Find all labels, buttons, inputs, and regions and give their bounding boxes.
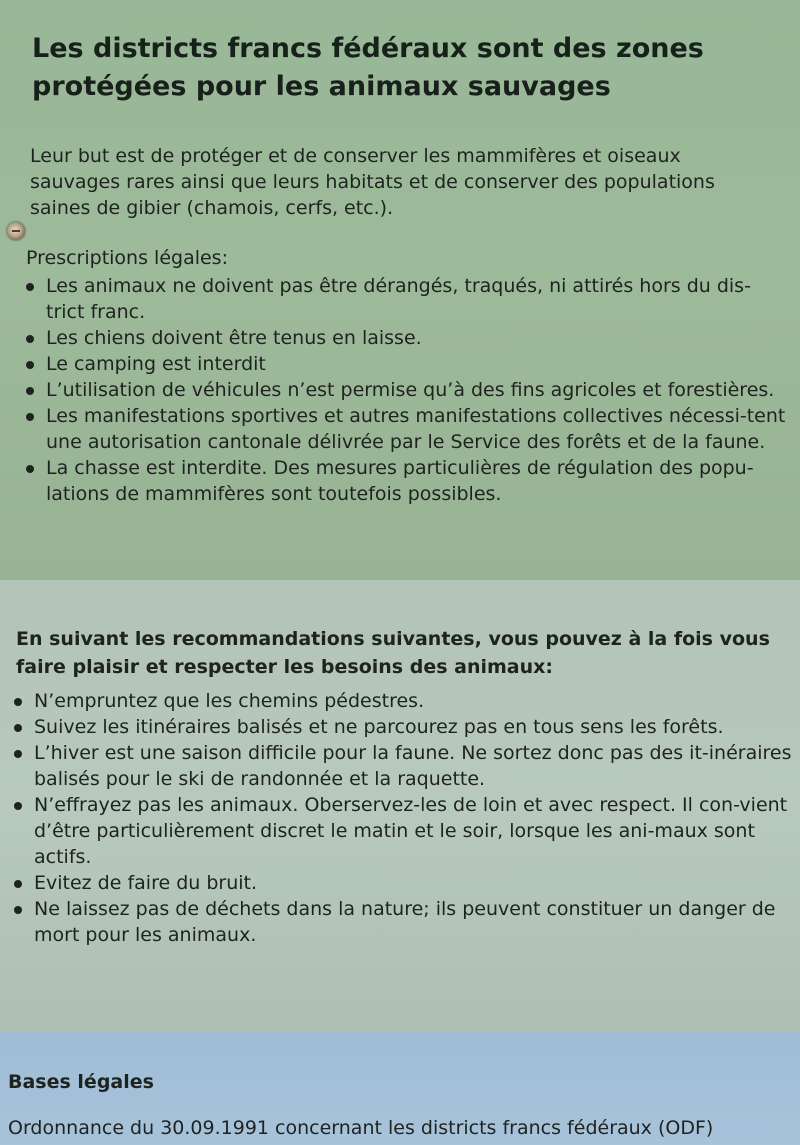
prescriptions-list	[26, 273, 786, 507]
sign-title: Les districts francs fédéraux sont des zones protégées pour les animaux sauvages	[32, 33, 704, 102]
intro-paragraph: Leur but est de protéger et de conserver les mammifères et oiseaux sauvages rares ainsi que leurs habitats et de conserver des populations saines de gibier (chamois, cerfs, etc.).	[30, 145, 715, 219]
prescription-item: Les chiens doivent être tenus en laisse.	[26, 325, 786, 351]
legal-prescriptions	[26, 245, 786, 507]
mounting-screw	[7, 222, 25, 240]
legal-basis-text: Ordonnance du 30.09.1991 concernant les districts francs fédéraux (ODF)	[8, 1117, 714, 1139]
prescription-item: La chasse est interdite. Des mesures particulières de régulation des popu-lations de mammifères sont toutefois possibles.	[26, 455, 786, 507]
prescription-item: Le camping est interdit	[26, 351, 786, 377]
recommendation-item: Suivez les itinéraires balisés et ne parcourez pas en tous sens les forêts.	[14, 714, 796, 740]
legal-basis-heading: Bases légales	[8, 1071, 154, 1093]
prescriptions-heading: Prescriptions légales:	[26, 247, 228, 269]
prescription-item: Les animaux ne doivent pas être dérangés, traqués, ni attirés hors du dis-trict franc.	[26, 273, 786, 325]
recommendations-heading: En suivant les recommandations suivantes, vous pouvez à la fois vous faire plaisir et respecter les besoins des animaux:	[16, 628, 770, 678]
recommendation-item: Ne laissez pas de déchets dans la nature; ils peuvent constituer un danger de mort pour les animaux.	[14, 896, 796, 948]
recommendations-list	[14, 688, 796, 948]
prescription-item: Les manifestations sportives et autres manifestations collectives nécessi-tent une autorisation cantonale délivrée par le Service des forêts et de la faune.	[26, 403, 786, 455]
prescription-item: L’utilisation de véhicules n’est permise qu’à des fins agricoles et forestières.	[26, 377, 786, 403]
recommendation-item: N’empruntez que les chemins pédestres.	[14, 688, 796, 714]
recommendation-item: Evitez de faire du bruit.	[14, 870, 796, 896]
recommendation-item: L’hiver est une saison difficile pour la faune. Ne sortez donc pas des it-inéraires balisés pour le ski de randonnée et la raquette.	[14, 740, 796, 792]
recommendation-item: N’effrayez pas les animaux. Oberservez-les de loin et avec respect. Il con-vient d’être particulièrement discret le matin et le soir, lorsque les ani-maux sont actifs.	[14, 792, 796, 870]
